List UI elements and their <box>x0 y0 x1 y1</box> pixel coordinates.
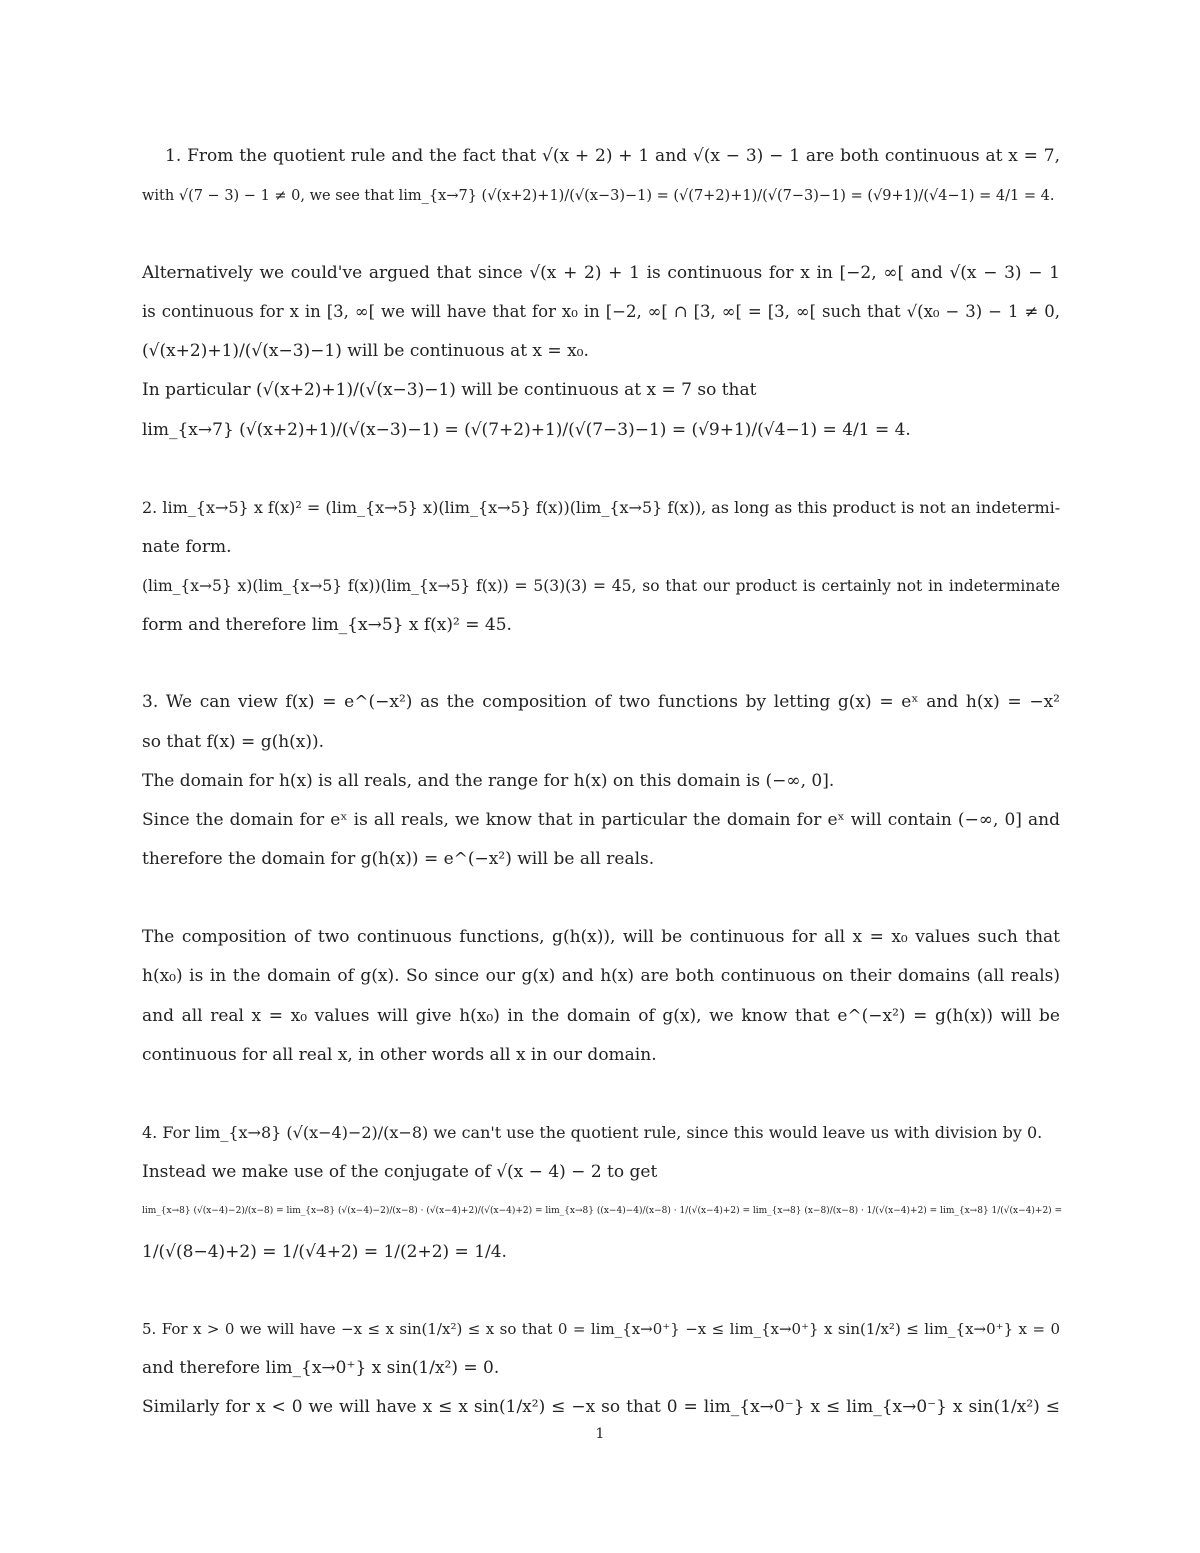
text-line: with √(7 − 3) − 1 ≠ 0, we see that lim_{x→7} (√(x+2)+1)/(√(x−3)−1) = (√(7+2)+1)/(√(7−3)−1) = (√9+1)/(√4−1) = 4/1 = 4. <box>142 188 1055 204</box>
text-line: lim_{x→7} (√(x+2)+1)/(√(x−3)−1) = (√(7+2)+1)/(√(7−3)−1) = (√9+1)/(√4−1) = 4/1 = 4. <box>142 420 911 440</box>
text-line: Instead we make use of the conjugate of √(x − 4) − 2 to get <box>142 1162 658 1182</box>
text-line: continuous for all real x, in other words all x in our domain. <box>142 1045 657 1065</box>
text-line: In particular (√(x+2)+1)/(√(x−3)−1) will be continuous at x = 7 so that <box>142 380 757 400</box>
text-line: Alternatively we could've argued that since √(x + 2) + 1 is continuous for x in [−2, ∞[ and √(x − 3) − 1 <box>142 263 1060 283</box>
text-line: (√(x+2)+1)/(√(x−3)−1) will be continuous at x = x₀. <box>142 341 589 361</box>
text-line: nate form. <box>142 537 232 557</box>
text-line: Since the domain for eˣ is all reals, we know that in particular the domain for eˣ will contain (−∞, 0] and <box>142 810 1060 830</box>
text-line: h(x₀) is in the domain of g(x). So since our g(x) and h(x) are both continuous on their domains (all reals) <box>142 966 1060 986</box>
text-line: and therefore lim_{x→0⁺} x sin(1/x²) = 0. <box>142 1358 500 1378</box>
text-line: and all real x = x₀ values will give h(x₀) in the domain of g(x), we know that e^(−x²) = g(h(x)) will be <box>142 1006 1060 1026</box>
text-line: 2. lim_{x→5} x f(x)² = (lim_{x→5} x)(lim_{x→5} f(x))(lim_{x→5} f(x)), as long as this product is not an indetermi- <box>142 498 1061 517</box>
text-line: form and therefore lim_{x→5} x f(x)² = 45. <box>142 615 512 635</box>
text-line: 1. From the quotient rule and the fact that √(x + 2) + 1 and √(x − 3) − 1 are both continuous at x = 7, <box>165 146 1060 166</box>
text-line: 4. For lim_{x→8} (√(x−4)−2)/(x−8) we can't use the quotient rule, since this would leave us with division by 0. <box>142 1123 1043 1142</box>
text-line: (lim_{x→5} x)(lim_{x→5} f(x))(lim_{x→5} f(x)) = 5(3)(3) = 45, so that our product is certainly not in indeterminate <box>142 577 1060 595</box>
text-line: is continuous for x in [3, ∞[ we will have that for x₀ in [−2, ∞[ ∩ [3, ∞[ = [3, ∞[ such that √(x₀ − 3) − 1 ≠ 0, <box>142 302 1060 321</box>
text-line: 1/(√(8−4)+2) = 1/(√4+2) = 1/(2+2) = 1/4. <box>142 1242 507 1262</box>
text-line: therefore the domain for g(h(x)) = e^(−x²) will be all reals. <box>142 849 655 869</box>
text-line: so that f(x) = g(h(x)). <box>142 732 325 752</box>
text-line: 3. We can view f(x) = e^(−x²) as the composition of two functions by letting g(x) = eˣ and h(x) = −x² <box>142 692 1060 712</box>
page-number: 1 <box>595 1426 605 1442</box>
text-line: The composition of two continuous functions, g(h(x)), will be continuous for all x = x₀ values such that <box>142 927 1060 947</box>
text-line: lim_{x→8} (√(x−4)−2)/(x−8) = lim_{x→8} (√(x−4)−2)/(x−8) · (√(x−4)+2)/(√(x−4)+2) = lim_{x→8} ((x−4)−4)/(x−8) · 1/(√(x−4)+2) = lim_{x→8} (x−8)/(x−8) · 1/(√(x−4)+2) = lim_{x→8} 1/(√(x−4)+2) = <box>142 1206 1063 1216</box>
text-line: The domain for h(x) is all reals, and the range for h(x) on this domain is (−∞, 0]. <box>142 771 835 791</box>
text-line: 5. For x > 0 we will have −x ≤ x sin(1/x²) ≤ x so that 0 = lim_{x→0⁺} −x ≤ lim_{x→0⁺} x sin(1/x²) ≤ lim_{x→0⁺} x = 0 <box>142 1320 1060 1338</box>
text-line: Similarly for x < 0 we will have x ≤ x sin(1/x²) ≤ −x so that 0 = lim_{x→0⁻} x ≤ lim_{x→0⁻} x sin(1/x²) ≤ <box>142 1397 1060 1417</box>
